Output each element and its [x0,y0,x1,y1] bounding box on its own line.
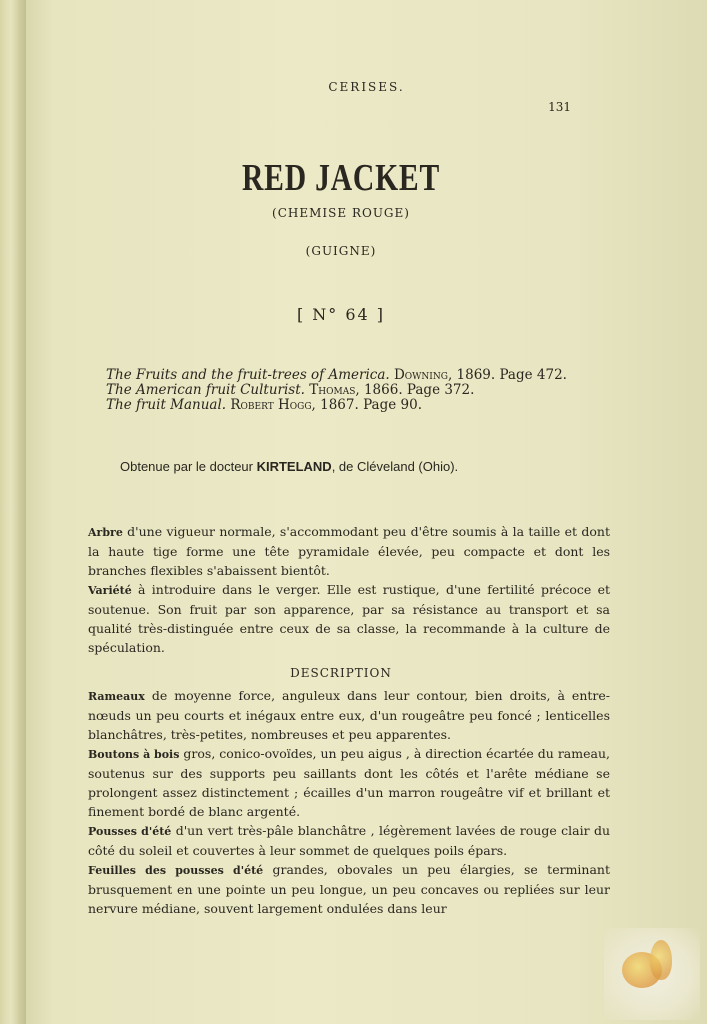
paragraph-lead: Arbre [88,526,123,539]
reference-details: , 1867. Page 90. [311,397,422,413]
paragraph-pousses [88,821,610,860]
paragraph-lead: Boutons à bois [88,748,180,761]
reference-details: , 1869. Page 472. [447,367,567,383]
subtitle-french-name: (CHEMISE ROUGE) [272,206,410,220]
book-binding [0,0,28,1024]
origin-name: KIRTELAND [256,459,332,474]
reference-work: The American fruit Culturist. [106,382,305,398]
reference-author: Downing [393,367,448,383]
reference-item [106,383,666,398]
subtitle-type: (GUIGNE) [305,244,377,258]
origin-suffix: , de Cléveland (Ohio). [331,459,459,474]
paragraph-lead: Pousses d'été [88,825,172,838]
paragraph-lead: Variété [88,584,132,597]
paragraph-variete [88,580,610,657]
pear-logo-icon [650,940,672,980]
references-list [106,368,666,413]
running-head: CERISES. [328,80,405,94]
paragraph-text: d'une vigueur normale, s'accommodant peu d'être soumis à la taille et dont la haute tige forme une tête pyramidale élevée, peu compacte et dont les branches flexibles s'abaissent bientôt. [88,524,610,578]
paragraph-rameaux [88,686,610,744]
book-page [26,0,707,1024]
reference-details: , 1866. Page 372. [355,382,475,398]
paragraph-text: d'un vert très-pâle blanchâtre , légèrement lavées de rouge clair du côté du soleil et couvertes à leur sommet de quelques poils épars. [88,823,610,858]
paragraph-text: de moyenne force, anguleux dans leur contour, bien droits, à entre-nœuds un peu courts et inégaux entre eux, d'un rougeâtre peu foncé ; lenticelles blanchâtres, très-petites, nombreuses et peu apparentes. [88,688,610,742]
intro-text [88,522,610,657]
reference-work: The Fruits and the fruit-trees of America. [106,367,390,383]
reference-author: Robert Hogg [230,397,312,413]
paragraph-text: grandes, obovales un peu élargies, se terminant brusquement en une pointe un peu longue, un peu concaves ou repliées sur leur nervure médiane, souvent largement ondulées dans leur [88,862,610,916]
reference-item [106,368,666,383]
reference-item [106,398,666,413]
section-heading: DESCRIPTION [290,666,392,680]
paragraph-lead: Feuilles des pousses d'été [88,864,264,877]
paragraph-text: gros, conico-ovoïdes, un peu aigus , à direction écartée du rameau, soutenus sur des supports peu saillants dont les côtés et l'arête médiane se prolongent assez distinctement ; écailles d'un marron rougeâtre vif et brillant et finement bordé de blanc argenté. [88,746,610,819]
paragraph-arbre [88,522,610,580]
paragraph-boutons [88,744,610,821]
page-number: 131 [548,100,571,114]
page-title: RED JACKET [241,157,441,199]
paragraph-text: à introduire dans le verger. Elle est rustique, d'une fertilité précoce et soutenue. Son fruit par son apparence, par sa résistance au transport et sa qualité très-distinguée entre ceux de sa classe, la recommande à la culture de spéculation. [88,582,610,655]
description-text [88,686,610,918]
origin-prefix: Obtenue par le docteur [120,459,257,474]
variety-number: [ N° 64 ] [296,305,386,324]
reference-work: The fruit Manual. [106,397,227,413]
reference-author: Thomas [309,382,356,398]
paragraph-feuilles [88,860,610,918]
origin-line [120,459,680,474]
paragraph-lead: Rameaux [88,690,145,703]
